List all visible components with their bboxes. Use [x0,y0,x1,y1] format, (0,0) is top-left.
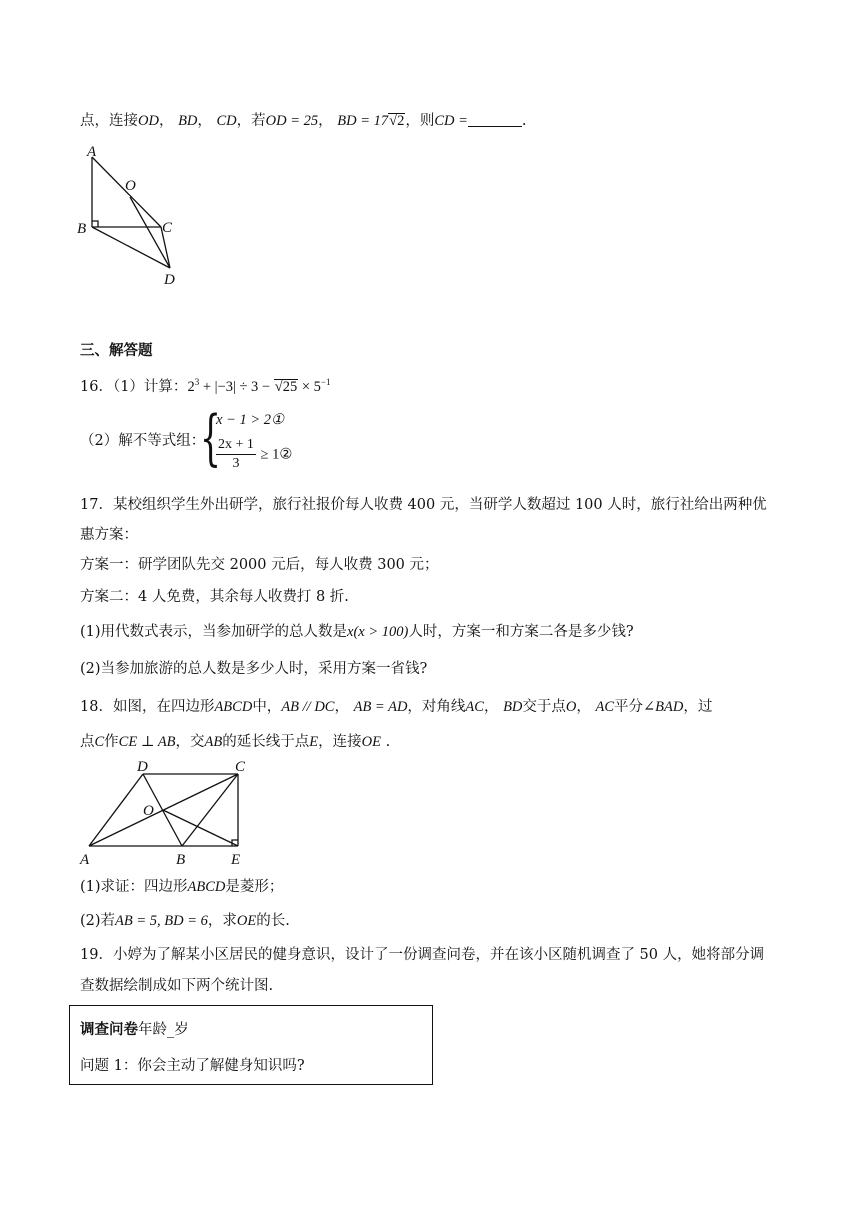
brace: { [200,403,222,473]
seg-oe [163,810,238,846]
inequality-1: x − 1 > 2① [216,412,285,428]
q18-sub2: (2)若AB = 5, BD = 6，求OE的长. [80,913,290,929]
seg-bc [182,774,238,846]
q16-part1: 16．（1）计算：$2^3 + |-3| \div 3 - √25 \times 5^{-1}$ [80,377,331,395]
section-title: 三、解答题 [80,342,153,359]
label-d: D [137,759,148,775]
right-angle-mark [92,221,98,227]
label-c: C [162,220,173,236]
label-a: A [80,852,90,868]
q16-part2-label: （2）解不等式组： [80,433,206,449]
label-b: B [176,852,186,868]
label-o: O [143,803,154,819]
label-o: O [125,178,136,194]
inequality-2: $\frac{2x + 1}{3}$ ≥ 1② [218,437,293,471]
survey-box [69,1005,433,1085]
q17-line2: 惠方案： [80,527,138,543]
sqrt-25: √25 [274,378,298,395]
label-b: B [77,221,87,237]
label-e: E [231,852,241,868]
q17-plan2: 方案二：4 人免费，其余每人收费打 8 折. [80,589,349,605]
q18-line2: 点C作CE ⊥ AB，交AB的延长线于点E，连接OE . [80,734,391,750]
q17-sub2: (2)当参加旅游的总人数是多少人时，采用方案一省钱? [80,661,428,677]
survey-title: 调查问卷年龄_岁 [80,1021,189,1038]
q15-figure [70,140,200,290]
survey-question-1: 问题 1：你会主动了解健身知识吗? [80,1058,305,1074]
sqrt-2: √2 [389,113,405,129]
q17-line1: 17．某校组织学生外出研学，旅行社报价每人收费 400 元，当研学人数超过 100 人时，旅行社给出两种优 [80,497,767,513]
q17-sub1: (1)用代数式表示，当参加研学的总人数是x(x > 100)人时，方案一和方案二各是多少钱? [80,624,634,640]
q18-figure [72,757,282,872]
label-c: C [235,759,246,775]
q19-line1: 19．小婷为了解某小区居民的健身意识，设计了一份调查问卷，并在该小区随机调查了 50 人，她将部分调 [80,947,765,963]
answer-blank [468,112,522,127]
q18-line1: 18．如图，在四边形ABCD中，AB // DC， AB = AD，对角线AC， BD交于点O， AC平分∠BAD，过 [80,699,713,715]
label-d: D [164,272,175,288]
q17-plan1: 方案一：研学团队先交 2000 元后，每人收费 300 元； [80,557,439,573]
fraction: $\frac{2x + 1}{3}$ [218,437,254,471]
q18-sub1: (1)求证：四边形ABCD是菱形； [80,879,284,895]
q19-line2: 查数据绘制成如下两个统计图. [80,978,274,994]
q15-condition-line: 点，连接OD， BD， CD，若OD = 25， BD = 17√2，则CD = . [80,113,527,129]
seg-ad [89,774,143,846]
label-a: A [87,144,97,160]
